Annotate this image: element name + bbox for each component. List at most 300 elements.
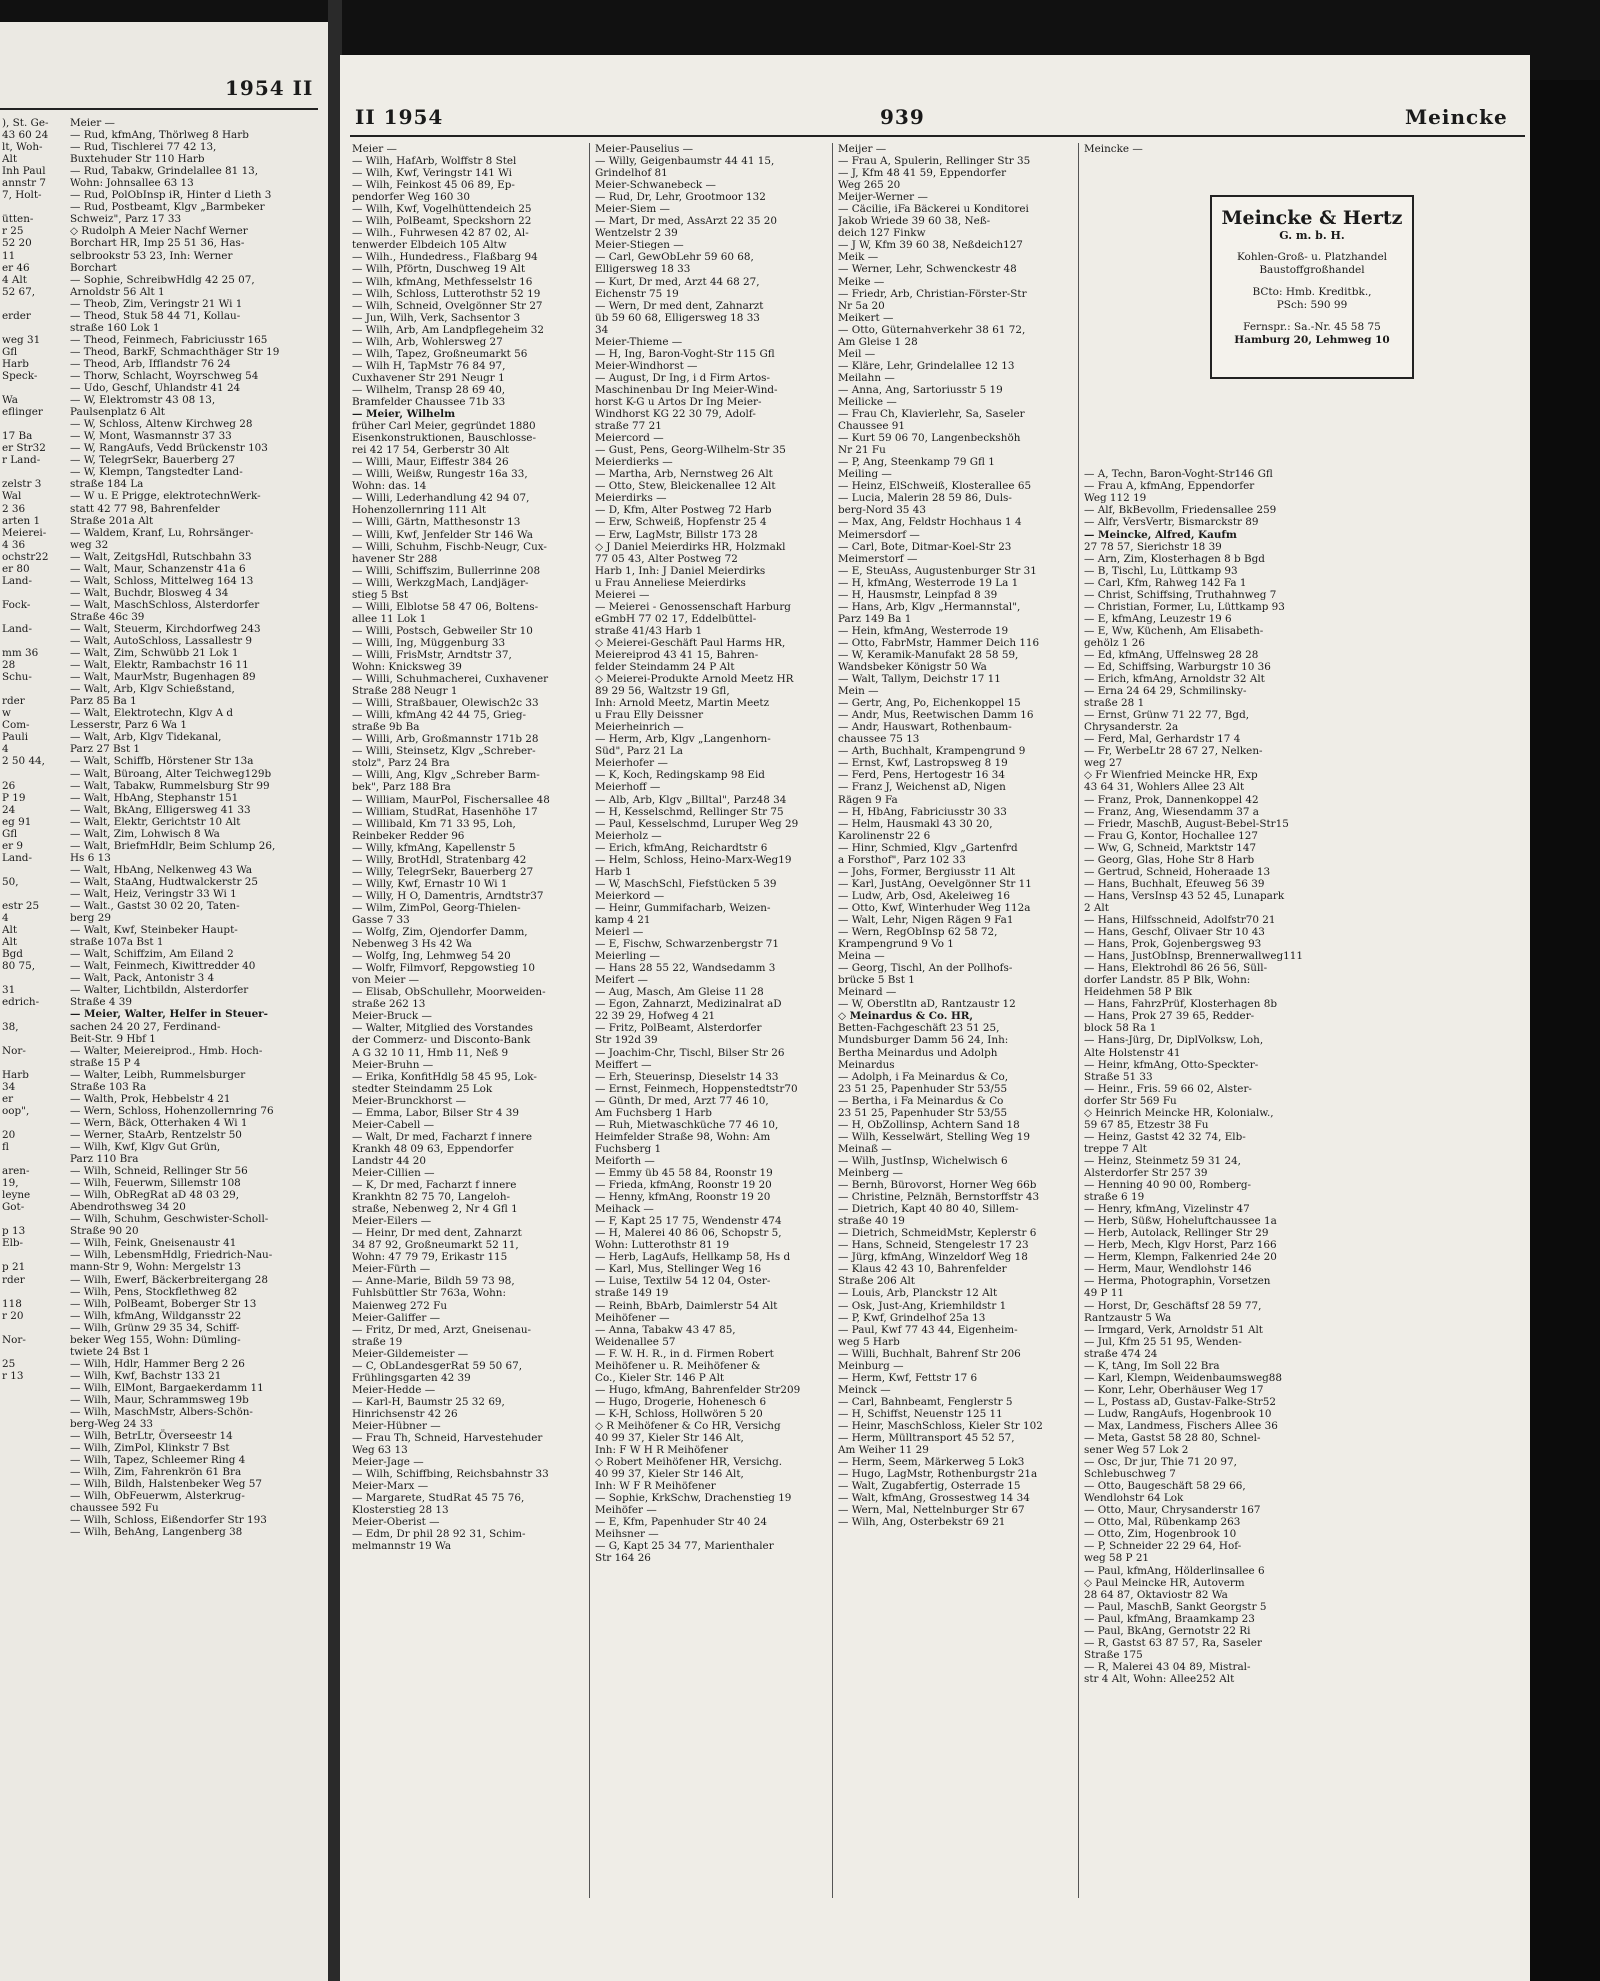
directory-entry-line: — Herm, Arb, Klgv „Langenhorn-	[595, 733, 771, 746]
directory-entry-line: — Hans, Schneid, Stengelestr 17 23	[838, 1239, 1029, 1252]
directory-entry-line: Straße 103 Ra	[70, 1080, 147, 1093]
directory-entry-line: — Herm, Maur, Wendlohstr 146	[1084, 1263, 1252, 1276]
directory-entry-line: — Arth, Buchhalt, Krampengrund 9	[838, 745, 1026, 758]
directory-entry-line: — Willi, Ang, Klgv „Schreber Barm-	[352, 769, 540, 782]
directory-entry-line: — Alf, BkBevollm, Friedensallee 259	[1084, 504, 1277, 517]
directory-entry-line: Krankh 48 09 63, Eppendorfer	[352, 1142, 514, 1155]
directory-entry-line: — Walt, Zugabfertig, Osterrade 15	[838, 1480, 1021, 1493]
directory-entry-line	[2, 1008, 62, 1020]
directory-entry-line	[1084, 179, 1324, 191]
directory-entry-line: — Gertrud, Schneid, Hoheraade 13	[1084, 865, 1271, 878]
directory-entry-line: Weg 112 19	[1084, 492, 1147, 505]
directory-entry-line: — Karl, JustAng, Oevelgönner Str 11	[838, 877, 1032, 890]
directory-entry-line: ◇ J Daniel Meierdirks HR, Holzmakl	[595, 540, 786, 553]
directory-entry-line: — Hans, Prok, Gojenbergsweg 93	[1084, 938, 1262, 951]
directory-entry-line: Chaussee 91	[838, 420, 906, 433]
directory-entry-line: Meier-Pauselius —	[595, 143, 693, 155]
directory-entry-line: Alsterdorfer Str 257 39	[1084, 1166, 1208, 1179]
directory-entry-line: — Walt, HbAng, Nelkenweg 43 Wa	[70, 863, 253, 876]
directory-entry-line: r 25	[2, 225, 24, 238]
directory-entry-line: — Wilh, Pens, Stockflethweg 82	[70, 1285, 238, 1298]
directory-entry-line: 11	[2, 249, 16, 262]
directory-entry-line: — Wilh, Zim, Fahrenkrön 61 Bra	[70, 1466, 242, 1479]
directory-entry-line: Meilahn —	[838, 371, 895, 384]
directory-entry-line: — Sophie, SchreibwHdlg 42 25 07,	[70, 273, 255, 286]
directory-entry-line: — Alb, Arb, Klgv „Billtal", Parz48 34	[595, 793, 787, 806]
directory-entry-line: — Erich, kfmAng, Reichardtstr 6	[595, 841, 768, 854]
directory-entry-line: — Willy, Geigenbaumstr 44 41 15,	[595, 155, 775, 168]
directory-entry-line: — Werner, Lehr, Schwenckestr 48	[838, 263, 1017, 276]
directory-entry-line: — Ww, G, Schneid, Marktstr 147	[1084, 841, 1257, 854]
directory-entry-line: eg 91	[2, 815, 32, 828]
directory-entry-line: leyne	[2, 1189, 31, 1202]
directory-entry-line: — Rud, Tabakw, Grindelallee 81 13,	[70, 165, 259, 178]
directory-entry-line: — Franz, Prok, Dannenkoppel 42	[1084, 793, 1259, 806]
directory-entry-line: — Karl-H, Baumstr 25 32 69,	[352, 1395, 505, 1408]
ad-line-4: PSch: 590 99	[1276, 299, 1348, 311]
directory-entry-line: Meinck —	[838, 1383, 891, 1396]
directory-entry-line: 52 20	[2, 237, 32, 250]
directory-entry-line: dorfer Str 569 Fu	[1084, 1094, 1177, 1107]
directory-entry-line: — Hans, FahrzPrüf, Klosterhagen 8b	[1084, 998, 1278, 1011]
directory-entry-line: statt 42 77 98, Bahrenfelder	[70, 502, 220, 515]
directory-entry-line: Nor-	[2, 1044, 26, 1057]
directory-entry-line: — Walter, Mitglied des Vorstandes	[352, 1022, 534, 1035]
directory-entry-line: edrich-	[2, 996, 40, 1009]
directory-entry-line: Straße 90 20	[70, 1225, 139, 1238]
directory-entry-line: — Erna 24 64 29, Schmilinsky-	[1084, 685, 1247, 698]
directory-entry-line: — Arn, Zim, Klosterhagen 8 b Bgd	[1084, 552, 1265, 565]
directory-entry-line: 34	[2, 1080, 16, 1093]
directory-entry-line: Reinbeker Redder 96	[352, 829, 465, 842]
ad-line-5: Fernspr.: Sa.-Nr. 45 58 75	[1243, 320, 1381, 333]
directory-entry-line: Nebenweg 3 Hs 42 Wa	[352, 938, 472, 951]
directory-entry-line: Wendlohstr 64 Lok	[1084, 1492, 1184, 1505]
directory-entry-line: — Wilh, Kwf, Bachstr 133 21	[70, 1369, 222, 1382]
directory-entry-line: Meijer-Werner —	[838, 191, 928, 204]
directory-entry-line: — Herm, Klempn, Falkenried 24e 20	[1084, 1251, 1277, 1264]
directory-entry-line: ütten-	[2, 213, 34, 226]
directory-entry-line: sener Weg 57 Lok 2	[1084, 1444, 1189, 1457]
directory-entry-line: — Walt, kfmAng, Grossestweg 14 34	[838, 1492, 1030, 1505]
directory-entry-line: Meier —	[352, 143, 397, 155]
directory-entry-line: Elligersweg 18 33	[595, 263, 691, 276]
directory-entry-line: — Walt, BriefmHdlr, Beim Schlump 26,	[70, 839, 276, 852]
directory-entry-line: — R, Gastst 63 87 57, Ra, Saseler	[1084, 1636, 1262, 1649]
directory-entry-line: der Commerz- und Disconto-Bank	[352, 1034, 531, 1047]
directory-entry-line: — Heinr, Dr med dent, Zahnarzt	[352, 1227, 522, 1240]
directory-entry-line: — Mart, Dr med, AssArzt 22 35 20	[595, 215, 777, 228]
directory-entry-line: — Günth, Dr med, Arzt 77 46 10,	[595, 1094, 769, 1107]
directory-entry-line: — E, kfmAng, Leuzestr 19 6	[1084, 612, 1232, 625]
directory-entry-line: — Walt, Buchdr, Blosweg 4 34	[70, 586, 229, 599]
directory-entry-line: — Heinr, Gummifacharb, Weizen-	[595, 901, 771, 914]
directory-entry-line: — Walt, Schloss, Mittelweg 164 13	[70, 574, 254, 587]
directory-entry-line: — Walt, Maur, Schanzenstr 41a 6	[70, 562, 246, 575]
directory-entry-line	[2, 587, 62, 599]
directory-entry-line: — Wilm, ZimPol, Georg-Thielen-	[352, 901, 521, 914]
directory-entry-line: Paulsenplatz 6 Alt	[70, 406, 165, 419]
directory-entry-line: — Konr, Lehr, Oberhäuser Weg 17	[1084, 1383, 1264, 1396]
directory-entry-line: — Herb, LagAufs, Hellkamp 58, Hs d	[595, 1251, 791, 1264]
directory-entry-line: — Ferd, Mal, Gerhardstr 17 4	[1084, 733, 1241, 746]
directory-entry-line: Nor-	[2, 1333, 26, 1346]
directory-entry-line: — Wilh, Feink, Gneisenaustr 41	[70, 1237, 237, 1250]
directory-entry-line: Elb-	[2, 1237, 24, 1250]
directory-entry-line: 49 P 11	[1084, 1287, 1125, 1300]
directory-entry-line: Fuhlsbüttler Str 763a, Wohn:	[352, 1287, 506, 1300]
directory-entry-line: Meier-Galiffer —	[352, 1311, 441, 1324]
directory-entry-line: straße 149 19	[595, 1287, 669, 1300]
directory-entry-line: straße 41/43 Harb 1	[595, 624, 703, 637]
directory-entry-line: — Ludw, RangAufs, Hogenbrook 10	[1084, 1407, 1272, 1420]
directory-entry-line: — Willi, Gärtn, Matthesonstr 13	[352, 516, 521, 529]
directory-entry-line: ◇ Heinrich Meincke HR, Kolonialw.,	[1084, 1106, 1274, 1119]
directory-entry-line: — Paul, MaschB, Sankt Georgstr 5	[1084, 1600, 1267, 1613]
directory-entry-line: — Willi, Postsch, Gebweiler Str 10	[352, 624, 533, 637]
directory-entry-line: Harb	[2, 357, 29, 370]
directory-entry-line: Meier-Bruck —	[352, 1010, 432, 1023]
directory-entry-line	[2, 298, 62, 310]
directory-entry-line: — Willi, kfmAng 42 44 75, Grieg-	[352, 709, 527, 722]
directory-entry-line	[2, 466, 62, 478]
directory-entry-line: — Willy, TelegrSekr, Bauerberg 27	[352, 865, 534, 878]
directory-entry-line: — Walt, Tabakw, Rummelsburg Str 99	[70, 779, 270, 792]
directory-entry-line: — K, tAng, Im Soll 22 Bra	[1084, 1359, 1220, 1372]
directory-entry-line: — Wilh, Grünw 29 35 34, Schiff-	[70, 1321, 240, 1334]
directory-entry-line: er Str32	[2, 442, 46, 455]
directory-entry-line: — Hans, Geschf, Olivaer Str 10 43	[1084, 926, 1265, 939]
directory-entry-line: rder	[2, 695, 25, 708]
directory-entry-line: Meifert —	[595, 974, 648, 987]
directory-entry-line: — Erw, Schweiß, Hopfenstr 25 4	[595, 516, 767, 529]
directory-entry-line: 28	[2, 659, 16, 672]
directory-entry-line: mm 36	[2, 647, 39, 660]
directory-entry-line: 24	[2, 803, 16, 816]
header-rule	[0, 108, 318, 110]
directory-entry-line: — Carl, GewObLehr 59 60 68,	[595, 251, 754, 264]
directory-entry-line: — Waldem, Kranf, Lu, Rohrsänger-	[70, 526, 254, 539]
directory-entry-line: — Friedr, Arb, Christian-Förster-Str	[838, 287, 1027, 300]
directory-entry-line: — Otto, Baugeschäft 58 29 66,	[1084, 1480, 1246, 1493]
directory-entry-line: Wohn: Johnsallee 63 13	[70, 177, 194, 190]
directory-entry-line: — Wilh, Schloss, Lutterothstr 52 19	[352, 287, 541, 300]
directory-entry-line: er 46	[2, 261, 30, 274]
directory-entry-line: Heidehmen 58 P Blk	[1084, 986, 1193, 999]
directory-entry-line: — Walt, Schiffb, Hörstener Str 13a	[70, 755, 254, 768]
directory-entry-line: — Erw, LagMstr, Billstr 173 28	[595, 528, 758, 541]
directory-entry-line: — Hans, JustObInsp, Brennerwallweg111	[1084, 950, 1304, 963]
directory-entry-line: brücke 5 Bst 1	[838, 974, 915, 987]
directory-entry-line: — Walter, Lichtbildn, Alsterdorfer	[70, 984, 249, 997]
directory-entry-line: — Max, Landmess, Fischers Allee 36	[1084, 1419, 1278, 1432]
directory-entry-line: — Andr, Mus, Reetwischen Damm 16	[838, 709, 1034, 722]
directory-entry-line: Meierdirks —	[595, 492, 667, 505]
directory-entry-line: — Walt, MaschSchloss, Alsterdorfer	[70, 598, 260, 611]
directory-entry-line: straße 160 Lok 1	[70, 321, 160, 334]
directory-entry-line: 7, Holt-	[2, 189, 42, 202]
directory-entry-line: — Rud, kfmAng, Thörlweg 8 Harb	[70, 129, 249, 142]
directory-entry-line: — Willy, kfmAng, Kapellenstr 5	[352, 841, 516, 854]
directory-entry-line: Str 164 26	[595, 1552, 651, 1565]
directory-entry-line: Meierhofer —	[595, 757, 668, 770]
directory-entry-line: 118	[2, 1297, 22, 1310]
directory-entry-line: — J W, Kfm 39 60 38, Neßdeich127	[838, 239, 1023, 252]
directory-entry-line: arten 1	[2, 514, 41, 527]
directory-entry-line: Windhorst KG 22 30 79, Adolf-	[595, 408, 756, 421]
left-col-fragment	[2, 117, 62, 1382]
directory-entry-line: — Otto, Zim, Hogenbrook 10	[1084, 1528, 1237, 1541]
directory-entry-line: — Aug, Masch, Am Gleise 11 28	[595, 986, 764, 999]
directory-entry-line: — Willi, Kwf, Jenfelder Str 146 Wa	[352, 528, 533, 541]
directory-entry-line: Meiercord —	[595, 432, 664, 445]
directory-entry-line: Arnoldstr 56 Alt 1	[70, 285, 165, 298]
directory-entry-line: Schlebuschweg 7	[1084, 1468, 1176, 1481]
directory-entry-line: — Helm, Schloss, Heino-Marx-Weg19	[595, 853, 792, 866]
directory-entry-line: — Wolfg, Ing, Lehmweg 54 20	[352, 950, 511, 963]
directory-entry-line: Mein —	[838, 685, 879, 698]
directory-entry-line	[1084, 396, 1324, 408]
directory-entry-line: Alt	[2, 924, 18, 937]
directory-entry-line: r 13	[2, 1369, 24, 1382]
directory-entry-line: — Horst, Dr, Geschäftsf 28 59 77,	[1084, 1299, 1262, 1312]
directory-entry-line: — Emmy üb 45 58 84, Roonstr 19	[595, 1166, 773, 1179]
directory-entry-line: Parz 110 Bra	[70, 1153, 139, 1166]
directory-entry-line: Alt	[2, 153, 18, 166]
directory-entry-line: rei 42 17 54, Gerberstr 30 Alt	[352, 444, 510, 457]
directory-entry-line: — Johs, Former, Bergiusstr 11 Alt	[838, 865, 1016, 878]
directory-entry-line: straße 107a Bst 1	[70, 936, 164, 949]
directory-entry-line: — Wern, RegObInsp 62 58 72,	[838, 926, 998, 939]
directory-entry-line: — Walt, AutoSchloss, Lassallestr 9	[70, 635, 253, 648]
directory-entry-line: — Martha, Arb, Nernstweg 26 Alt	[595, 468, 773, 481]
directory-entry-line: — Heinr., Fris. 59 66 02, Alster-	[1084, 1082, 1252, 1095]
directory-entry-line: 89 29 56, Waltzstr 19 Gfl,	[595, 685, 730, 698]
directory-entry-line: Straße 201a Alt	[70, 514, 154, 527]
directory-entry-line: — Alfr, VersVertr, Bismarckstr 89	[1084, 516, 1259, 529]
directory-entry-line: Borchart	[70, 261, 117, 274]
directory-entry-line: 17 Ba	[2, 430, 33, 443]
directory-entry-line: — Herma, Photographin, Vorsetzen	[1084, 1275, 1271, 1288]
directory-entry-line: Chrysanderstr. 2a	[1084, 721, 1179, 734]
directory-entry-line: horst K-G u Artos Dr Ing Meier-	[595, 395, 762, 408]
directory-entry-line: — Reinh, BbArb, Daimlerstr 54 Alt	[595, 1299, 778, 1312]
directory-entry-line: — Wilh, MaschMstr, Albers-Schön-	[70, 1406, 253, 1419]
directory-entry-line	[1084, 167, 1324, 179]
directory-entry-line: — Ed, Schiffsing, Warburgstr 10 36	[1084, 661, 1271, 674]
directory-entry-line: — Willi, WerkzgMach, Landjäger-	[352, 576, 529, 589]
directory-entry-line: Meier-Thieme —	[595, 335, 683, 348]
directory-entry-line: — W u. E Prigge, elektrotechnWerk-	[70, 490, 261, 503]
directory-entry-line: 34 87 92, Großneumarkt 52 11,	[352, 1239, 519, 1252]
directory-entry-line: Wohn: Knicksweg 39	[352, 661, 462, 674]
directory-entry-line: — Hans, VersInsp 43 52 45, Lunapark	[1084, 889, 1285, 902]
directory-entry-line: — Wolfr, Filmvorf, Repgowstieg 10	[352, 962, 535, 975]
directory-entry-line: — E, Kfm, Papenhuder Str 40 24	[595, 1516, 767, 1529]
directory-entry-line: — Ernst, Kwf, Lastropsweg 8 19	[838, 757, 1008, 770]
ad-line-1: Kohlen-Groß- u. Platzhandel	[1236, 250, 1388, 263]
directory-entry-line: Meiereiprod 43 41 15, Bahren-	[595, 648, 759, 661]
directory-entry-line: Klosterstieg 28 13	[352, 1504, 449, 1517]
directory-entry-line: Meier-Siem —	[595, 203, 670, 216]
directory-entry-line: Meier-Oberist —	[352, 1516, 440, 1529]
directory-entry-line: Land-	[2, 851, 32, 864]
directory-entry-line: Wa	[2, 394, 18, 407]
directory-entry-line: — E, Ww, Küchenh, Am Elisabeth-	[1084, 624, 1264, 637]
directory-entry-line: ), St. Ge-	[2, 117, 49, 129]
directory-entry-line: Meinard —	[838, 986, 897, 999]
directory-entry-line: chaussee 592 Fu	[70, 1502, 159, 1515]
column-1	[352, 143, 584, 1552]
directory-entry-line: — Wilh, BehAng, Langenberg 38	[70, 1526, 243, 1539]
directory-entry-line: Straße 46c 39	[70, 610, 145, 623]
directory-entry-line: Meihöfer —	[595, 1504, 657, 1517]
directory-entry-line: Wandsbeker Königstr 50 Wa	[838, 661, 987, 674]
directory-entry-line: — Willi, Schuhm, Fischb-Neugr, Cux-	[352, 540, 547, 553]
directory-entry-line: — Christine, Pelznäh, Bernstorffstr 43	[838, 1191, 1040, 1204]
directory-entry-line: 2 Alt	[1084, 901, 1109, 914]
directory-entry-line: Meier —	[70, 117, 115, 129]
directory-entry-line: ◇ Meierei-Geschäft Paul Harms HR,	[595, 636, 786, 649]
directory-entry-line: straße, Nebenweg 2, Nr 4 Gfl 1	[352, 1203, 518, 1216]
directory-entry-line: — Otto, Mal, Rübenkamp 263	[1084, 1516, 1241, 1529]
directory-entry-line: u Frau Anneliese Meierdirks	[595, 576, 746, 589]
directory-entry-line: — Meta, Gastst 58 28 80, Schnel-	[1084, 1432, 1261, 1445]
directory-entry-line: — Hans 28 55 22, Wandsedamm 3	[595, 962, 776, 975]
directory-entry-line: Meier-Jage —	[352, 1456, 424, 1469]
left-page	[0, 22, 330, 1981]
directory-entry-line: 22 39 29, Hofweg 4 21	[595, 1010, 716, 1023]
directory-entry-line: — Emma, Labor, Bilser Str 4 39	[352, 1106, 519, 1119]
directory-entry-line: — Walt, Elektr, Rambachstr 16 11	[70, 659, 249, 672]
directory-entry-line: — Wolfg, Zim, Ojendorfer Damm,	[352, 926, 528, 939]
directory-entry-line: — Walt, Steuerm, Kirchdorfweg 243	[70, 622, 261, 635]
directory-entry-line: Gfl	[2, 345, 18, 358]
directory-entry-line: ◇ Meinardus & Co. HR,	[838, 1010, 974, 1023]
directory-entry-line: — Paul, kfmAng, Hölderlinsallee 6	[1084, 1564, 1265, 1577]
directory-entry-line: — Wilh, Schneid, Rellinger Str 56	[70, 1165, 248, 1178]
directory-entry-line: Meihack —	[595, 1203, 654, 1216]
directory-entry-line: Meike —	[838, 275, 885, 288]
directory-entry-line: straße 184 La	[70, 478, 144, 491]
directory-entry-line: Frühlingsgarten 42 39	[352, 1371, 471, 1384]
directory-entry-line: — Rud, PolObInsp iR, Hinter d Lieth 3	[70, 189, 272, 202]
directory-entry-line: — Osc, Dr jur, Thie 71 20 97,	[1084, 1456, 1237, 1469]
directory-entry-line: — Heinr, MaschSchloss, Kieler Str 102	[838, 1419, 1043, 1432]
directory-entry-line: chaussee 75 13	[838, 733, 920, 746]
directory-entry-line: weg 32	[70, 538, 109, 551]
directory-entry-line: Harb	[2, 1068, 29, 1081]
directory-entry-line: 40 99 37, Kieler Str 146 Alt,	[595, 1468, 744, 1481]
directory-entry-line: — Willy, BrotHdl, Stratenbarg 42	[352, 853, 527, 866]
directory-entry-line: Meihöfener u. R. Meihöfener &	[595, 1359, 761, 1372]
directory-entry-line: — J, Kfm 48 41 59, Eppendorfer	[838, 167, 1007, 180]
directory-entry-line: Heimfelder Straße 98, Wohn: Am	[595, 1130, 771, 1143]
page-number: 939	[880, 105, 925, 129]
directory-entry-line: — Cäcilie, iFa Bäckerei u Konditorei	[838, 203, 1029, 216]
directory-entry-line: 59 67 85, Etzestr 38 Fu	[1084, 1118, 1209, 1131]
directory-entry-line: — H, ObZollinsp, Achtern Sand 18	[838, 1118, 1020, 1131]
directory-entry-line: — Herm, Seem, Märkerweg 5 Lok3	[838, 1456, 1025, 1469]
directory-entry-line: Inh Paul	[2, 165, 46, 178]
directory-entry-line: Mundsburger Damm 56 24, Inh:	[838, 1034, 1009, 1047]
directory-entry-line: — W, TelegrSekr, Bauerberg 27	[70, 454, 236, 467]
directory-entry-line: Meiffert —	[595, 1058, 652, 1071]
directory-entry-line: — Elisab, ObSchullehr, Moorweiden-	[352, 986, 546, 999]
right-page-header-left: II 1954	[355, 105, 444, 129]
directory-entry-line	[2, 1286, 62, 1298]
directory-entry-line: — Christ, Schiffsing, Truthahnweg 7	[1084, 588, 1277, 601]
directory-entry-line: Str 192d 39	[595, 1034, 658, 1047]
directory-entry-line: Wohn: das. 14	[352, 480, 427, 493]
directory-entry-line: Weg 265 20	[838, 179, 901, 192]
directory-entry-line: Parz 85 Ba 1	[70, 695, 137, 708]
directory-entry-line	[2, 1346, 62, 1358]
directory-entry-line: 27 78 57, Sierichstr 18 39	[1084, 540, 1222, 553]
directory-entry-line: fl	[2, 1140, 9, 1153]
directory-entry-line: — Walt, Dr med, Facharzt f innere	[352, 1130, 533, 1143]
directory-entry-line: — Fritz, PolBeamt, Alsterdorfer	[595, 1022, 762, 1035]
directory-entry-line: Meinardus	[838, 1058, 895, 1071]
directory-entry-line: — R, Malerei 43 04 89, Mistral-	[1084, 1660, 1251, 1673]
directory-entry-line: 34	[595, 323, 609, 336]
directory-entry-line: — Theod, Feinmech, Fabriciusstr 165	[70, 333, 268, 346]
directory-entry-line: Meierholz —	[595, 829, 662, 842]
directory-entry-line	[2, 1249, 62, 1261]
directory-entry-line: Meina —	[838, 950, 885, 963]
directory-entry-line: — Wilh, Tapez, Großneumarkt 56	[352, 347, 528, 360]
directory-entry-line: Meinaß —	[838, 1142, 892, 1155]
directory-entry-line: 25	[2, 1357, 16, 1370]
directory-entry-line: — Hinr, Schmied, Klgv „Gartenfrd	[838, 841, 1018, 854]
directory-entry-line: Karolinenstr 22 6	[838, 829, 931, 842]
directory-entry-line: straße 28 1	[1084, 697, 1145, 710]
directory-entry-line: bek", Parz 188 Bra	[352, 781, 451, 794]
directory-entry-line: — Wilh, Schiffbing, Reichsbahnstr 33	[352, 1468, 549, 1481]
directory-entry-line: — Bertha, i Fa Meinardus & Co	[838, 1094, 1004, 1107]
directory-entry-line: straße 77 21	[595, 420, 662, 433]
directory-entry-line: — Wilh, kfmAng, Methfesselstr 16	[352, 275, 533, 288]
directory-entry-line: — Walt, Lehr, Nigen Rägen 9 Fa1	[838, 914, 1014, 926]
directory-entry-line: weg 27	[1084, 757, 1123, 770]
column-rule	[1078, 143, 1079, 1898]
directory-entry-line: Landstr 44 20	[352, 1154, 426, 1167]
directory-entry-line: — Wilh, Ang, Osterbekstr 69 21	[838, 1516, 1006, 1529]
directory-entry-line: — Wilh, PolBeamt, Speckshorn 22	[352, 215, 532, 228]
directory-entry-line: — Georg, Tischl, An der Pollhofs-	[838, 962, 1013, 975]
directory-entry-line: kamp 4 21	[595, 914, 651, 926]
column-rule	[832, 143, 833, 1898]
directory-entry-line: — W, Oberstltn aD, Rantzaustr 12	[838, 998, 1016, 1011]
directory-entry-line: Inh: W F R Meihöfener	[595, 1480, 716, 1493]
directory-entry-line: A G 32 10 11, Hmb 11, Neß 9	[352, 1046, 509, 1059]
directory-entry-line: — Walt, Elektr, Gerichtstr 10 Alt	[70, 815, 241, 828]
directory-entry-line: — P, Schneider 22 29 64, Hof-	[1084, 1540, 1242, 1553]
directory-entry-line	[2, 1153, 62, 1165]
directory-entry-line: 20	[2, 1128, 16, 1141]
directory-entry-line: — Walt, Arb, Klgv Tidekanal,	[70, 731, 222, 744]
directory-entry-line: Straße 4 39	[70, 996, 132, 1009]
directory-entry-line: — Wilh., Fuhrwesen 42 87 02, Al-	[352, 227, 529, 240]
directory-entry-line: — Henny, kfmAng, Roonstr 19 20	[595, 1191, 771, 1204]
directory-entry-line: — Rud, Postbeamt, Klgv „Barmbeker	[70, 201, 265, 214]
directory-entry-line: — C, ObLandesgerRat 59 50 67,	[352, 1359, 523, 1372]
directory-entry-line: — Wilh, Ewerf, Bäckerbreitergang 28	[70, 1273, 268, 1286]
directory-entry-line: ochstr22	[2, 550, 49, 563]
directory-entry-line: — Bernh, Bürovorst, Horner Weg 66b	[838, 1179, 1037, 1192]
directory-entry-line: r Land-	[2, 454, 41, 467]
directory-entry-line: — Joachim-Chr, Tischl, Bilser Str 26	[595, 1046, 785, 1059]
